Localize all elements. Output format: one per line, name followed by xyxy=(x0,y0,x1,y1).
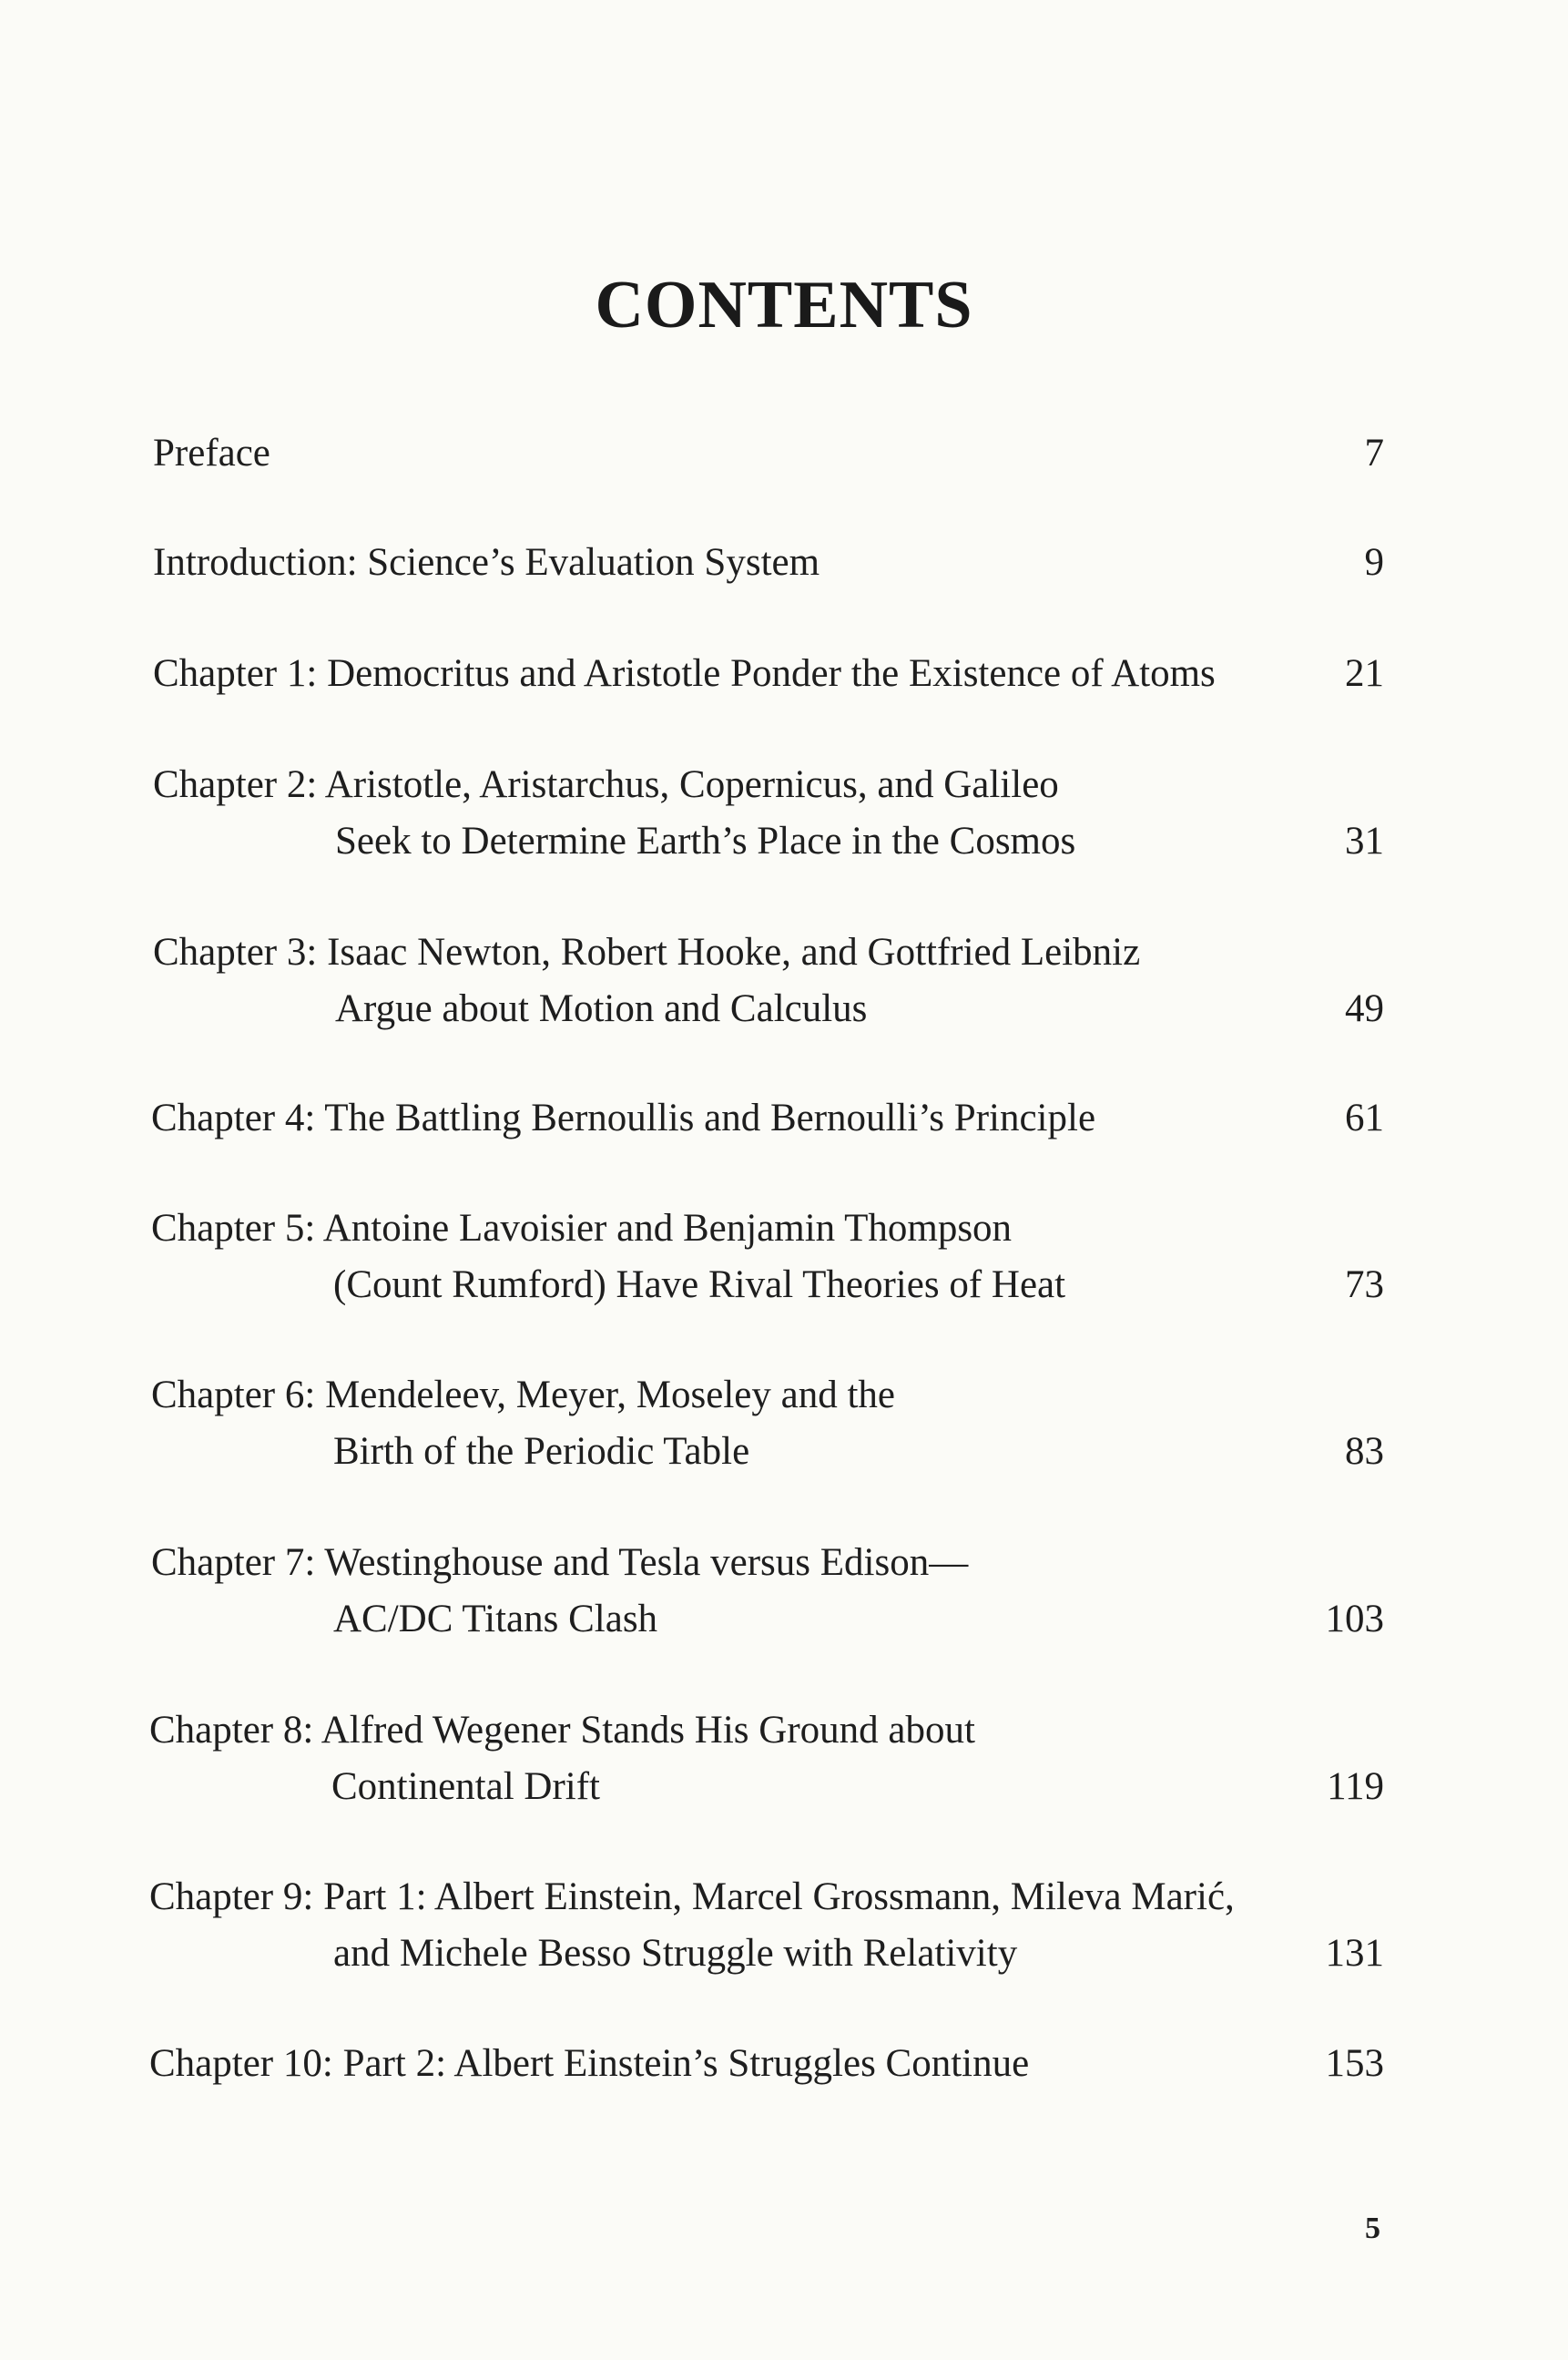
toc-entry-label: Preface xyxy=(153,432,270,475)
toc-entry-continuation: Birth of the Periodic Table xyxy=(333,1430,750,1473)
toc-entry-page: 103 xyxy=(1325,1598,1384,1640)
toc-entry-page: 119 xyxy=(1327,1765,1384,1808)
toc-entry-page: 83 xyxy=(1345,1430,1384,1473)
toc-entry-page: 131 xyxy=(1325,1932,1384,1975)
toc-entry-page: 21 xyxy=(1345,652,1384,695)
toc-entry-label: Chapter 7: Westinghouse and Tesla versus Edison— xyxy=(151,1541,969,1584)
toc-entry-page: 49 xyxy=(1345,987,1384,1030)
toc-entry-label: Chapter 4: The Battling Bernoullis and Bernoulli’s Principle xyxy=(151,1097,1096,1139)
toc-entry-page: 61 xyxy=(1345,1097,1384,1139)
page-number: 5 xyxy=(1365,2212,1380,2245)
toc-entry-continuation: AC/DC Titans Clash xyxy=(333,1598,658,1640)
toc-entry-page: 31 xyxy=(1345,820,1384,863)
toc-entry-label: Chapter 6: Mendeleev, Meyer, Moseley and the xyxy=(151,1374,895,1416)
toc-entry-continuation: Seek to Determine Earth’s Place in the Cosmos xyxy=(335,820,1076,863)
toc-entry-continuation: and Michele Besso Struggle with Relativity xyxy=(333,1932,1018,1975)
toc-entry-continuation: Continental Drift xyxy=(331,1765,600,1808)
toc-entry-page: 153 xyxy=(1325,2042,1384,2085)
toc-entry-label: Chapter 3: Isaac Newton, Robert Hooke, and Gottfried Leibniz xyxy=(153,931,1141,974)
toc-entry-label: Chapter 1: Democritus and Aristotle Ponder the Existence of Atoms xyxy=(153,652,1216,695)
toc-entry-continuation: (Count Rumford) Have Rival Theories of Heat xyxy=(333,1263,1066,1306)
toc-entry-label: Chapter 5: Antoine Lavoisier and Benjamin Thompson xyxy=(151,1207,1013,1250)
toc-entry-continuation: Argue about Motion and Calculus xyxy=(335,987,868,1030)
toc-entry-label: Chapter 10: Part 2: Albert Einstein’s Struggles Continue xyxy=(149,2042,1030,2085)
toc-entry-label: Chapter 2: Aristotle, Aristarchus, Copernicus, and Galileo xyxy=(153,763,1059,806)
toc-entry-label: Chapter 9: Part 1: Albert Einstein, Marcel Grossmann, Mileva Marić, xyxy=(149,1875,1235,1918)
toc-entry-page: 73 xyxy=(1345,1263,1384,1306)
toc-entry-label: Introduction: Science’s Evaluation System xyxy=(153,541,820,584)
page-title: CONTENTS xyxy=(595,268,973,342)
toc-entry-page: 9 xyxy=(1364,541,1384,584)
toc-entry-label: Chapter 8: Alfred Wegener Stands His Ground about xyxy=(149,1709,975,1752)
toc-entry-page: 7 xyxy=(1364,432,1384,475)
